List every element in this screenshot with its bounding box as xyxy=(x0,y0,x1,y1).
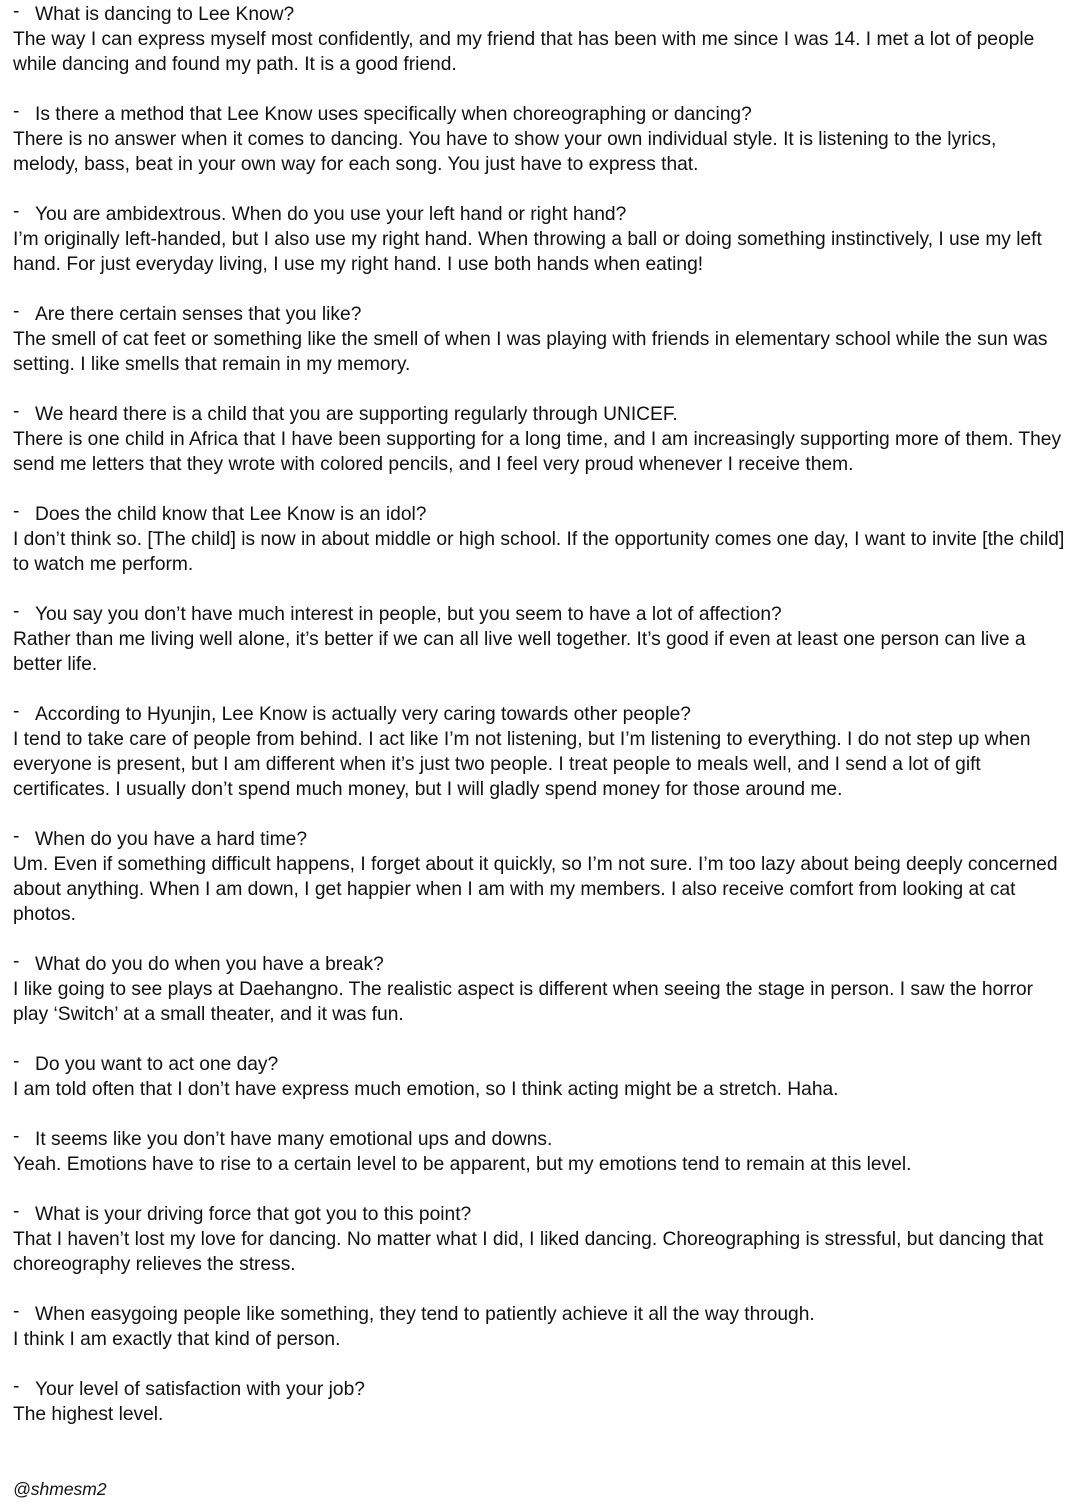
bullet-dash: - xyxy=(13,401,20,422)
answer-text: I am told often that I don’t have express much emotion, so I think acting might be a stretch. Haha. xyxy=(13,1079,839,1100)
bullet-dash: - xyxy=(13,1301,20,1322)
question-text: You are ambidextrous. When do you use your left hand or right hand? xyxy=(35,204,627,225)
question-text: We heard there is a child that you are supporting regularly through UNICEF. xyxy=(35,404,678,425)
question xyxy=(13,602,1065,627)
bullet-dash: - xyxy=(13,1201,20,1222)
bullet-dash: - xyxy=(13,601,20,622)
question xyxy=(13,2,1065,27)
qa-item xyxy=(13,702,1065,802)
qa-item xyxy=(13,402,1065,477)
bullet-dash: - xyxy=(13,1126,20,1147)
answer-text: I don’t think so. [The child] is now in about middle or high school. If the opportunity comes one day, I want to invite [the child] to watch me perform. xyxy=(13,529,1065,575)
answer-text: Yeah. Emotions have to rise to a certain level to be apparent, but my emotions tend to remain at this level. xyxy=(13,1154,912,1175)
answer-text: Rather than me living well alone, it’s better if we can all live well together. It’s good if even at least one person can live a better life. xyxy=(13,629,1026,675)
qa-item xyxy=(13,202,1065,277)
question xyxy=(13,502,1065,527)
answer-text: I’m originally left-handed, but I also use my right hand. When throwing a ball or doing something instinctively, I use my left hand. For just everyday living, I use my right hand. I use both hands when eating! xyxy=(13,229,1042,275)
question-text: Your level of satisfaction with your job? xyxy=(35,1379,365,1400)
bullet-dash: - xyxy=(13,501,20,522)
answer-text: The way I can express myself most confidently, and my friend that has been with me since I was 14. I met a lot of people while dancing and found my path. It is a good friend. xyxy=(13,29,1035,75)
question xyxy=(13,1377,1065,1402)
answer-text: That I haven’t lost my love for dancing. No matter what I did, I liked dancing. Choreographing is stressful, but dancing that choreography relieves the stress. xyxy=(13,1229,1044,1275)
question xyxy=(13,102,1065,127)
qa-item xyxy=(13,1302,1065,1352)
bullet-dash: - xyxy=(13,101,20,122)
qa-item xyxy=(13,1127,1065,1177)
question-text: Are there certain senses that you like? xyxy=(35,304,362,325)
question xyxy=(13,1052,1065,1077)
question-text: What do you do when you have a break? xyxy=(35,954,384,975)
question-text: Does the child know that Lee Know is an idol? xyxy=(35,504,427,525)
question xyxy=(13,702,1065,727)
qa-item xyxy=(13,1202,1065,1277)
question-text: According to Hyunjin, Lee Know is actually very caring towards other people? xyxy=(35,704,691,725)
question xyxy=(13,952,1065,977)
bullet-dash: - xyxy=(13,951,20,972)
answer-text: I think I am exactly that kind of person. xyxy=(13,1329,341,1350)
question-text: What is dancing to Lee Know? xyxy=(35,4,295,25)
answer-text: Um. Even if something difficult happens, I forget about it quickly, so I’m not sure. I’m too lazy about being deeply concerned about anything. When I am down, I get happier when I am with my members. I also receive comfort from looking at cat photos. xyxy=(13,854,1058,925)
answer-text: I tend to take care of people from behind. I act like I’m not listening, but I’m listening to everything. I do not step up when everyone is present, but I am different when it’s just two people. I treat people to meals well, and I send a lot of gift certificates. I usually don’t spend much money, but I will gladly spend money for those around me. xyxy=(13,729,1031,800)
qa-item xyxy=(13,502,1065,577)
question-text: What is your driving force that got you to this point? xyxy=(35,1204,472,1225)
author-handle: @shmesm2 xyxy=(13,1479,107,1499)
bullet-dash: - xyxy=(13,1,20,22)
question-text: It seems like you don’t have many emotional ups and downs. xyxy=(35,1129,553,1150)
qa-item xyxy=(13,302,1065,377)
question xyxy=(13,402,1065,427)
answer-text: The highest level. xyxy=(13,1404,164,1425)
question-text: When do you have a hard time? xyxy=(35,829,307,850)
interview-document xyxy=(13,2,1065,1452)
qa-item xyxy=(13,602,1065,677)
bullet-dash: - xyxy=(13,826,20,847)
question xyxy=(13,302,1065,327)
answer-text: I like going to see plays at Daehangno. The realistic aspect is different when seeing the stage in person. I saw the horror play ‘Switch’ at a small theater, and it was fun. xyxy=(13,979,1034,1025)
question-text: When easygoing people like something, they tend to patiently achieve it all the way through. xyxy=(35,1304,815,1325)
qa-item xyxy=(13,102,1065,177)
question xyxy=(13,1302,1065,1327)
question-text: Is there a method that Lee Know uses specifically when choreographing or dancing? xyxy=(35,104,752,125)
answer-text: There is no answer when it comes to dancing. You have to show your own individual style. It is listening to the lyrics, melody, bass, beat in your own way for each song. You just have to express that. xyxy=(13,129,997,175)
qa-item xyxy=(13,1052,1065,1102)
bullet-dash: - xyxy=(13,301,20,322)
bullet-dash: - xyxy=(13,201,20,222)
qa-item xyxy=(13,952,1065,1027)
question xyxy=(13,202,1065,227)
bullet-dash: - xyxy=(13,701,20,722)
question-text: Do you want to act one day? xyxy=(35,1054,279,1075)
question-text: You say you don’t have much interest in people, but you seem to have a lot of affection? xyxy=(35,604,782,625)
qa-item xyxy=(13,2,1065,77)
answer-text: The smell of cat feet or something like the smell of when I was playing with friends in elementary school while the sun was setting. I like smells that remain in my memory. xyxy=(13,329,1048,375)
bullet-dash: - xyxy=(13,1376,20,1397)
question xyxy=(13,827,1065,852)
qa-item xyxy=(13,827,1065,927)
answer-text: There is one child in Africa that I have been supporting for a long time, and I am increasingly supporting more of them. They send me letters that they wrote with colored pencils, and I feel very proud whenever I receive them. xyxy=(13,429,1062,475)
bullet-dash: - xyxy=(13,1051,20,1072)
question xyxy=(13,1202,1065,1227)
question xyxy=(13,1127,1065,1152)
qa-item xyxy=(13,1377,1065,1427)
